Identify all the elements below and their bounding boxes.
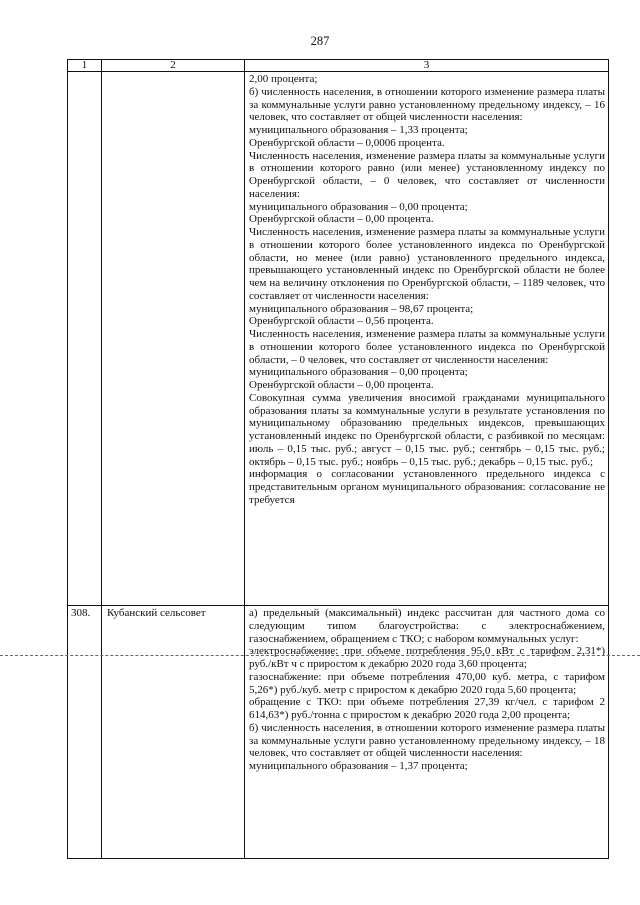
paragraph: муниципального образования – 0,00 процента; (249, 200, 468, 213)
page-number: 287 (310, 34, 330, 48)
scan-artifact-line (0, 655, 640, 656)
paragraph: б) численность населения, в отношении которого изменение размера платы за коммунальные услуги равно установленному предельному индексу, – 16 человек, что составляет от общей численности населения: (249, 85, 605, 124)
paragraph: Совокупная сумма увеличения вносимой гражданами муниципального образования платы за коммунальные услуги в результате установления по муниципальному образованию предельных индексов, превышающих установленный индекс по Оренбургской области, с разбивкой по месяцам: июль – 0,15 тыс. руб.; август – 0,15 тыс. руб.; сентябрь – 0,15 тыс. руб.; октябрь – 0,15 тыс. руб.; ноябрь – 0,15 тыс. руб.; декабрь – 0,15 тыс. руб.; (249, 391, 605, 468)
column-header-1: 1 (68, 60, 102, 72)
paragraph: электроснабжение: при объеме потребления 95,0 кВт с тарифом 2,31*) руб./кВт ч с приростом к декабрю 2020 года 3,60 процента; (249, 645, 605, 670)
paragraph: б) численность населения, в отношении которого изменение размера платы за коммунальные услуги равно установленному предельному индексу, – 18 человек, что составляет от общей численности населения: (249, 721, 605, 760)
paragraph: муниципального образования – 98,67 процента; (249, 302, 474, 315)
paragraph: Численность населения, изменение размера платы за коммунальные услуги в отношении которого более установленного индекса по Оренбургской области, – 0 человек, что составляет от численности населения: (249, 328, 605, 366)
paragraph: газоснабжение: при объеме потребления 470,00 куб. метра, с тарифом 5,26*) руб./куб. метр с приростом к декабрю 2020 года 5,60 процента; (249, 670, 605, 696)
table-row (68, 606, 609, 859)
paragraph: Численность населения, изменение размера платы за коммунальные услуги в отношении которого более установленного индекса по Оренбургской области, но менее (или равно) установленного предельного индекса, превышающего установленный индекс по Оренбургской области не более чем на величину отклонения по Оренбургской области, – 1189 человек, что составляет от численности населения: (249, 226, 605, 302)
description-cell (245, 606, 609, 859)
municipality-name-cell (102, 72, 245, 606)
paragraph: Оренбургской области – 0,0006 процента. (249, 136, 445, 149)
paragraph: Оренбургской области – 0,00 процента. (249, 379, 434, 391)
indices-table (67, 59, 609, 859)
description-cell (245, 72, 609, 606)
paragraph: муниципального образования – 0,00 процента; (249, 366, 468, 379)
table-header-row (68, 60, 609, 72)
paragraph: 2,00 процента; (249, 73, 318, 85)
paragraph: Оренбургской области – 0,00 процента. (249, 213, 434, 226)
paragraph: муниципального образования – 1,33 процента; (249, 124, 468, 136)
paragraph: Численность населения, изменение размера платы за коммунальные услуги в отношении которого равно (или менее) установленному индексу по Оренбургской области, – 0 человек, что составляет от численности населения: (249, 149, 605, 200)
table-row (68, 72, 609, 606)
paragraph: информация о согласовании установленного предельного индекса с представительным органом муниципального образования: согласование не требуется (249, 468, 605, 506)
column-header-3: 3 (245, 60, 609, 72)
paragraph: а) предельный (максимальный) индекс рассчитан для частного дома со следующим типом благоустройства: с электроснабжением, газоснабжением, обращением с ТКО; с набором коммунальных услуг: (249, 607, 605, 645)
column-header-2: 2 (102, 60, 245, 72)
paragraph: муниципального образования – 1,37 процента; (249, 760, 468, 772)
paragraph: Оренбургской области – 0,56 процента. (249, 315, 434, 328)
municipality-name-cell: Кубанский сельсовет (102, 606, 245, 859)
row-number-cell (68, 72, 102, 606)
paragraph: обращение с ТКО: при объеме потребления 27,39 кг/чел. с тарифом 2 614,63*) руб./тонна с приростом к декабрю 2020 года 2,00 процента; (249, 696, 605, 721)
row-number-cell: 308. (68, 606, 102, 859)
